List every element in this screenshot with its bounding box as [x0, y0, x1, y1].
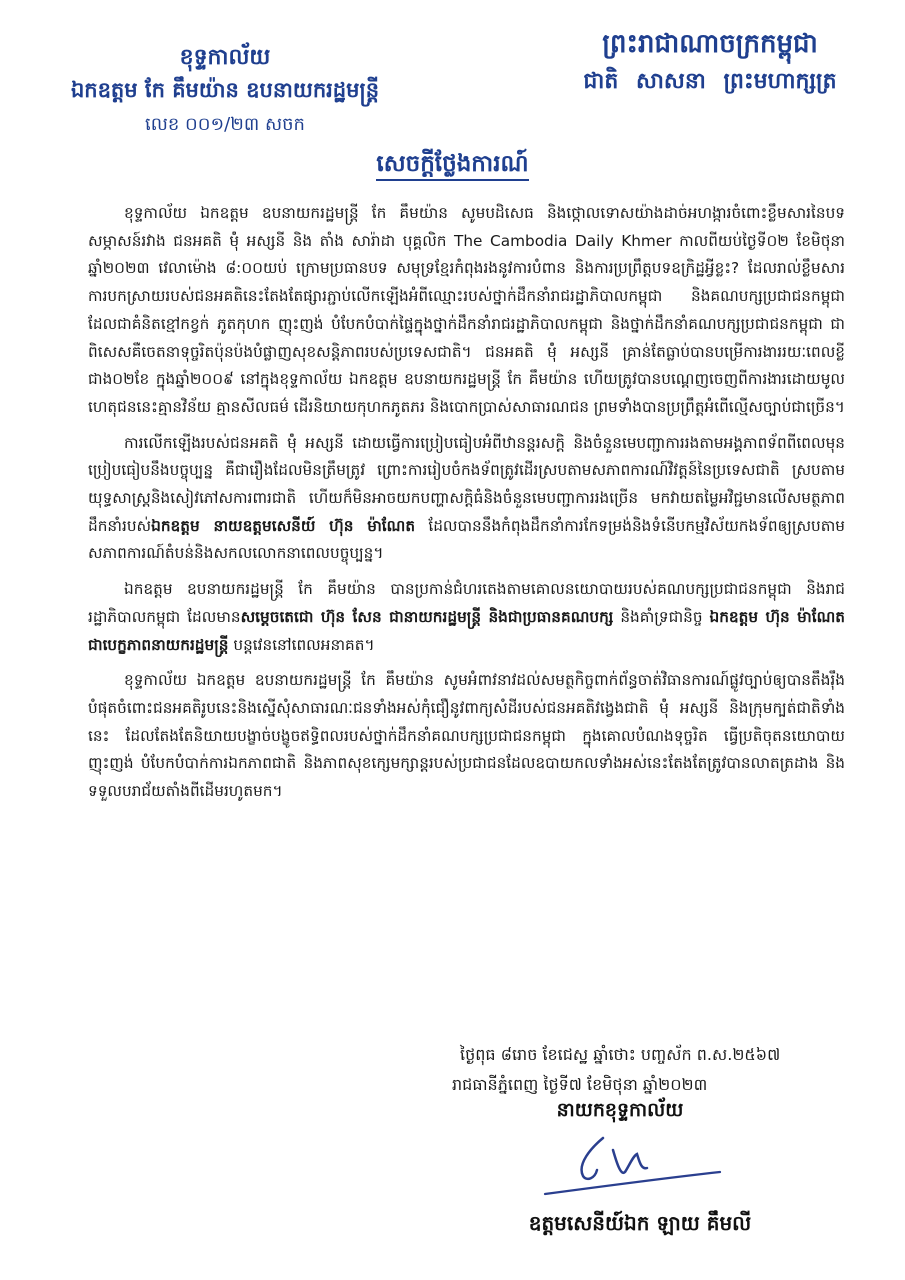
paragraph-4: ខុទ្ទកាល័យ ឯកឧត្តម ឧបនាយករដ្ឋមន្ត្រី កែ គឹមយ៉ាន សូមអំពាវនាវដល់សមត្ថកិច្ចពាក់ព័ន្ធចាត់វិធានការណ៍ផ្លូវច្បាប់ឲ្យបានតឹងរ៉ឹងបំផុតចំពោះជនអគតិរូបនេះនិងស្នើសុំសាធារណៈជនទាំងអស់កុំជឿនូវពាក្យសំដីរបស់ជនអគតិវង្វេងជាតិ ម៉ុំ អស្សនី និងក្រុមក្បត់ជាតិទាំងនេះ ដែលតែងតែនិយាយបង្ខាច់បង្ខូចឥទ្ធិពលរបស់ថ្នាក់ដឹកនាំគណបក្សប្រជាជនកម្ពុជា ក្នុងគោលបំណងទុច្ចរិត ធ្វើប្រតិចុតនយោបាយ ញុះញង់ បំបែកបំបាក់ការឯកភាពជាតិ និងភាពសុខក្សេមក្សាន្តរបស់ប្រជាជនដែលឧបាយកលទាំងអស់នេះតែងតែត្រូវបានលាតត្រដាង និងទទួលបរាជ័យតាំងពីដើមរហូតមក។: [88, 671, 845, 801]
office-owner: ឯកឧត្តម កែ គឹមយ៉ាន ឧបនាយករដ្ឋមន្ត្រី: [70, 78, 380, 102]
signatory-title: នាយកខុទ្ទកាល័យ: [556, 1099, 684, 1121]
paragraph-3-end: បន្តវេននៅពេលអនាគត។: [228, 635, 375, 654]
signer-name: ឧត្តមសេនីយ៍ឯក ឡាយ គឹមលី: [528, 1211, 752, 1235]
signature-stroke-2: [613, 1150, 647, 1173]
document-title: [0, 150, 905, 183]
paragraph-3-mid: និងគាំទ្រជានិច្ច: [613, 607, 710, 626]
paragraph-2-text: ការលើកឡើងរបស់ជនអគតិ ម៉ុំ អស្សនី ដោយធ្វើការប្រៀបធៀបអំពីឋានន្តរសក្តិ និងចំនួនមេបញ្ជាការរងតាមអង្គភាពទ័ពពីពេលមុនប្រៀបធៀបនឹងបច្ចុប្បន្ន គឺជារឿងដែលមិនត្រឹមត្រូវ ព្រោះការរៀបចំកងទ័ពត្រូវដើរស្របតាមសភាពការណ៍វិវត្តន៍នៃប្រទេសជាតិ ស្របតាមយុទ្ធសាស្ត្រនិងសៀវភៅសការពារជាតិ ហើយក៏មិនអាចយកបញ្ហាសក្តិធំនិងចំនួនមេបញ្ជាការរងច្រើន មកវាយតម្លៃអវិជ្ជមានលើសមត្ថភាពដឹកនាំរបស់: [88, 433, 845, 535]
solar-date: រាជធានីភ្នំពេញ ថ្ងៃទី៧ ខែមិថុនា ឆ្នាំ២០២៣: [452, 1075, 708, 1094]
signature-stroke-3: [545, 1172, 720, 1194]
lunar-date: ថ្ងៃពុធ ៨រោច ខែជេស្ឋ ឆ្នាំថោះ បញ្ចស័ក ព.ស.២៥៦៧: [460, 1045, 781, 1064]
paragraph-3: [88, 576, 845, 659]
document-title-text: សេចក្តីថ្លែងការណ៍: [376, 151, 528, 181]
paragraph-2-end: ដែលបាននឹងកំពុងដឹកនាំការកែទម្រង់និងទំនើបកម្មវិស័យកងទ័ពឲ្យស្របតាមសភាពការណ៍តំបន់និងសកលលោកនាពេលបច្ចុប្បន្ន។: [88, 516, 845, 563]
paragraph-3-bold-2: ឯកឧត្តម ហ៊ុន ម៉ាណែត ជាបេក្ខភាពនាយករដ្ឋមន្ត្រី: [88, 607, 845, 654]
date-block: [450, 1040, 870, 1100]
national-motto: ជាតិ សាសនា ព្រះមហាក្សត្រ: [583, 69, 837, 94]
reference-number: លេខ ០០១/២៣ សចក: [145, 114, 305, 135]
paragraph-3-bold-1: សម្តេចតេជោ ហ៊ុន សែន ជានាយករដ្ឋមន្ត្រី និងជាប្រធានគណបក្ស: [240, 607, 614, 626]
paragraph-2: [88, 430, 845, 569]
statement-body: [88, 200, 845, 814]
handwritten-signature: [525, 1120, 725, 1200]
office-name: ខុទ្ទកាល័យ: [179, 45, 271, 70]
signature-stroke-1: [582, 1138, 603, 1179]
paragraph-1: ខុទ្ទកាល័យ ឯកឧត្តម ឧបនាយករដ្ឋមន្ត្រី កែ គឹមយ៉ាន សូមបដិសេធ និងថ្កោលទោសយ៉ាងដាច់អហង្ការចំពោះខ្លឹមសារនៃបទសម្ភាសន៍រវាង ជនអគតិ ម៉ុំ អស្សនី និង តាំង សារ៉ាដា បុគ្គលិក The Cambodia Daily Khmer កាលពីយប់ថ្ងៃទី០២ ខែមិថុនា ឆ្នាំ២០២៣ វេលាម៉ោង ៨:០០យប់ ក្រោមប្រធានបទ សមុទ្រខ្មែរកំពុងរងនូវការបំពាន និងការប្រព្រឹត្តបទឧក្រិដ្ឋអ្វីខ្លះ? ដែលរាល់ខ្លឹមសារការបកស្រាយរបស់ជនអគតិនេះតែងតែផ្សារភ្ជាប់លើកឡើងអំពីឈ្មោះរបស់ថ្នាក់ដឹកនាំរាជរដ្ឋាភិបាលកម្ពុជា និងគណបក្សប្រជាជនកម្ពុជា ដែលជាគំនិតខ្មៅកខ្វក់ ភូតកុហក ញុះញង់ បំបែកបំបាក់ផ្ទៃក្នុងថ្នាក់ដឹកនាំរាជរដ្ឋាភិបាលកម្ពុជា និងថ្នាក់ដឹកនាំគណបក្សប្រជាជនកម្ពុជា ជាពិសេសគឺចេតនាទុច្ចរិតប៉ុនប៉ងបំផ្លាញសុខសន្តិភាពរបស់ប្រទេសជាតិ។ ជនអគតិ ម៉ុំ អស្សនី គ្រាន់តែធ្លាប់បានបម្រើការងាររយៈពេលខ្លីជាង០២ខែ ក្នុងឆ្នាំ២០០៩ នៅក្នុងខុទ្ទកាល័យ ឯកឧត្តម ឧបនាយករដ្ឋមន្ត្រី កែ គឹមយ៉ាន ហើយត្រូវបានបណ្តេញចេញពីការងារដោយមូលហេតុជននេះគ្មានវិន័យ គ្មានសីលធម៌ ដើរនិយាយកុហកភូតភរ និងបោកប្រាស់សាធារណជន ព្រមទាំងបានប្រព្រឹត្តអំពើល្មើសច្បាប់ជាច្រើន។: [88, 204, 845, 416]
letterhead-left: [30, 42, 420, 140]
letterhead-right: [535, 24, 885, 100]
paragraph-2-bold: ឯកឧត្តម នាយឧត្តមសេនីយ៍ ហ៊ុន ម៉ាណែត: [151, 516, 416, 535]
kingdom-name: ព្រះរាជាណាចក្រកម្ពុជា: [602, 29, 818, 59]
paragraph-3-text: ឯកឧត្តម ឧបនាយករដ្ឋមន្ត្រី កែ គឹមយ៉ាន បានប្រកាន់ជំហរតេងតាមគោលនយោបាយរបស់គណបក្សប្រជាជនកម្ពុជា និងរាជរដ្ឋាភិបាលកម្ពុជា ដែលមាន: [88, 580, 845, 626]
